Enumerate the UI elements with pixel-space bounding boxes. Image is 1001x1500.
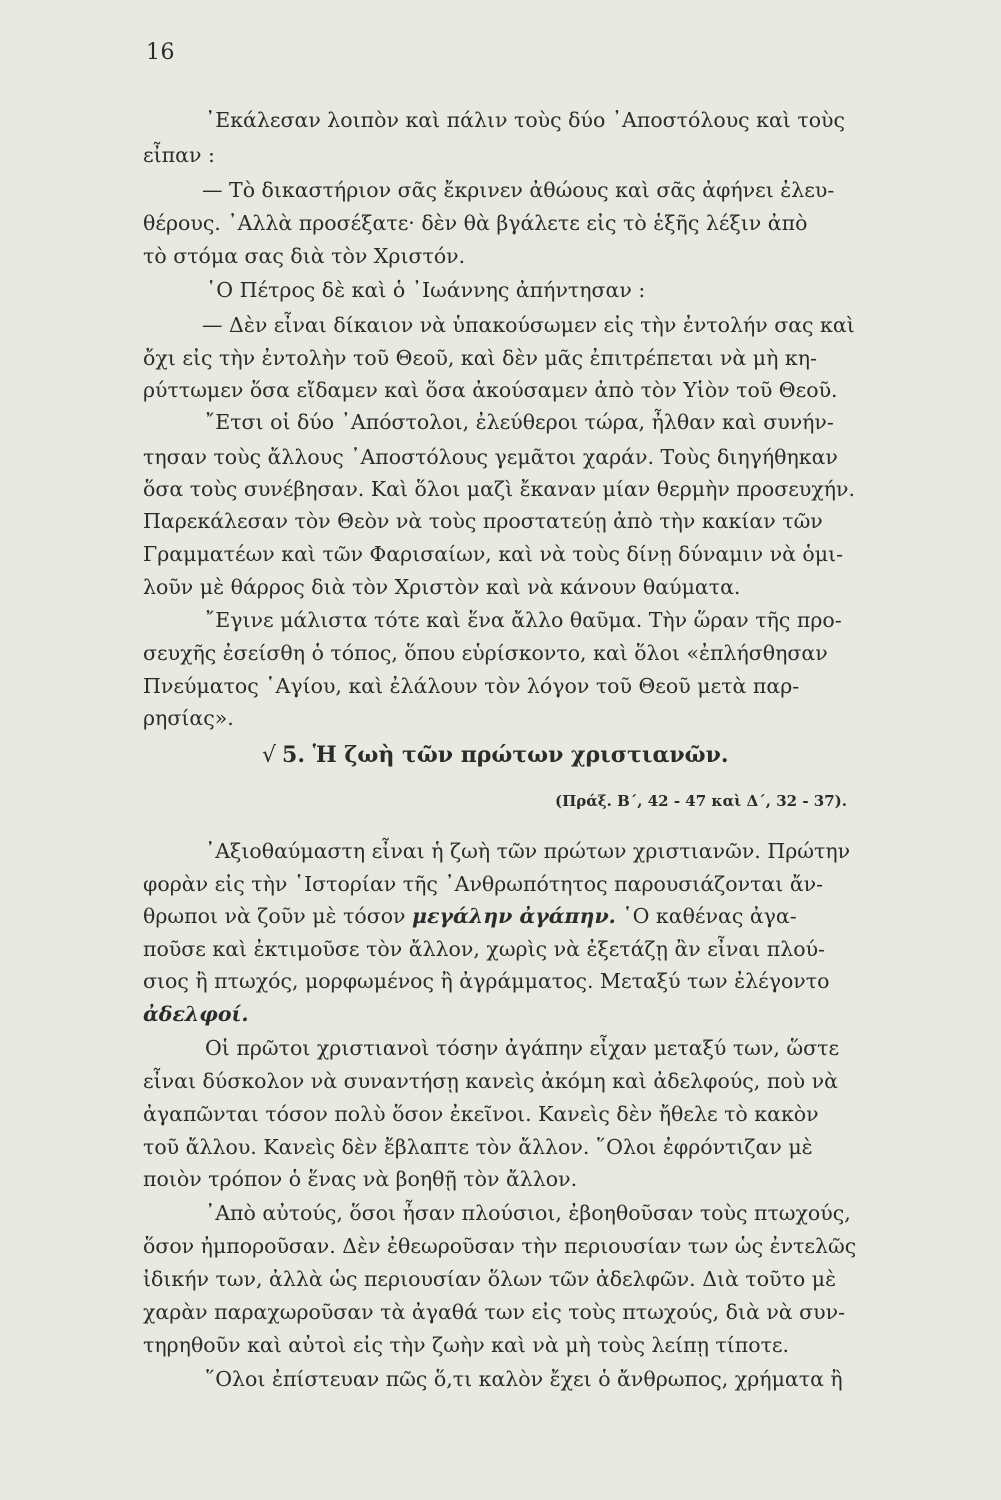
text-line: ᾿Εκάλεσαν λοιπὸν καὶ πάλιν τοὺς δύο ᾿Αποστόλους καὶ τοὺς	[205, 108, 845, 132]
text-line: ῎Ετσι οἱ δύο ᾿Απόστολοι, ἐλεύθεροι τώρα, ἦλθαν καὶ συνήν-	[205, 410, 834, 434]
section-heading	[262, 742, 729, 768]
text-line: θέρους. ᾿Αλλὰ προσέξατε· δὲν θὰ βγάλετε εἰς τὸ ἑξῆς λέξιν ἀπὸ	[143, 211, 808, 235]
text-line: φορὰν εἰς τὴν ῾Ιστορίαν τῆς ᾿Ανθρωπότητος παρουσιάζονται ἄν-	[143, 872, 824, 896]
text-line: λοῦν μὲ θάρρος διὰ τὸν Χριστὸν καὶ νὰ κάνουν θαύματα.	[143, 575, 741, 599]
text-line: ᾿Απὸ αὐτούς, ὅσοι ἦσαν πλούσιοι, ἐβοηθοῦσαν τοὺς πτωχούς,	[205, 1201, 851, 1225]
text-line: ἰδικήν των, ἀλλὰ ὡς περιουσίαν ὅλων τῶν ἀδελφῶν. Διὰ τοῦτο μὲ	[143, 1267, 837, 1291]
text-line: χαρὰν παραχωροῦσαν τὰ ἀγαθά των εἰς τοὺς πτωχούς, διὰ νὰ συν-	[143, 1300, 846, 1324]
text-line	[143, 999, 249, 1029]
check-mark-icon: √	[262, 743, 277, 768]
text-line: τὸ στόμα σας διὰ τὸν Χριστόν.	[143, 244, 466, 268]
text-line: Παρεκάλεσαν τὸν Θεὸν νὰ τοὺς προστατεύῃ ἀπὸ τὴν κακίαν τῶν	[143, 509, 823, 533]
text-line: τησαν τοὺς ἄλλους ᾿Αποστόλους γεμᾶτοι χαράν. Τοὺς διηγήθηκαν	[143, 445, 838, 469]
text-line: ρύττωμεν ὅσα εἴδαμεν καὶ ὅσα ἀκούσαμεν ἀπὸ τὸν Υἱὸν τοῦ Θεοῦ.	[143, 378, 838, 402]
text-line: σιος ἢ πτωχός, μορφωμένος ἢ ἀγράμματος. Μεταξύ των ἐλέγοντο	[143, 969, 830, 993]
text-line: ρησίας».	[143, 706, 234, 730]
text-line: Γραμματέων καὶ τῶν Φαρισαίων, καὶ νὰ τοὺς δίνῃ δύναμιν νὰ ὁμι-	[143, 542, 844, 566]
text-line: ποῦσε καὶ ἐκτιμοῦσε τὸν ἄλλον, χωρὶς νὰ ἐξετάζῃ ἂν εἶναι πλού-	[143, 937, 825, 961]
text-line: ᾿Αξιοθαύμαστη εἶναι ἡ ζωὴ τῶν πρώτων χριστιανῶν. Πρώτην	[205, 839, 851, 863]
emphasis-text: ἀδελφοί.	[143, 1002, 249, 1026]
scripture-reference: (Πράξ. Β΄, 42 - 47 καὶ Δ΄, 32 - 37).	[555, 792, 847, 810]
text-line: ὅσον ἠμποροῦσαν. Δὲν ἐθεωροῦσαν τὴν περιουσίαν των ὡς ἐντελῶς	[143, 1234, 857, 1258]
text-line: τηρηθοῦν καὶ αὐτοὶ εἰς τὴν ζωὴν καὶ νὰ μὴ τοὺς λείπῃ τίποτε.	[143, 1333, 790, 1357]
text-line	[143, 901, 797, 931]
text-line: ὄχι εἰς τὴν ἐντολὴν τοῦ Θεοῦ, καὶ δὲν μᾶς ἐπιτρέπεται νὰ μὴ κη-	[143, 346, 817, 370]
emphasis-text: μεγάλην ἀγάπην.	[412, 904, 616, 928]
page-number: 16	[146, 40, 175, 65]
text-line: — Δὲν εἶναι δίκαιον νὰ ὑπακούσωμεν εἰς τὴν ἐντολήν σας καὶ	[202, 313, 855, 337]
text-line: Οἱ πρῶτοι χριστιανοὶ τόσην ἀγάπην εἶχαν μεταξύ των, ὥστε	[205, 1036, 840, 1060]
text-span: ῾Ο καθένας ἀγα-	[615, 904, 797, 928]
text-line: ποιὸν τρόπον ὁ ἕνας νὰ βοηθῇ τὸν ἄλλον.	[143, 1167, 578, 1191]
text-line: εἶπαν :	[143, 143, 215, 167]
text-line: ὅσα τοὺς συνέβησαν. Καὶ ὅλοι μαζὶ ἔκαναν μίαν θερμὴν προσευχήν.	[143, 477, 855, 501]
text-span: θρωποι νὰ ζοῦν μὲ τόσον	[143, 904, 413, 928]
text-line: Πνεύματος ῾Αγίου, καὶ ἐλάλουν τὸν λόγον τοῦ Θεοῦ μετὰ παρ-	[143, 674, 800, 698]
text-line: ῞Ολοι ἐπίστευαν πῶς ὅ,τι καλὸν ἔχει ὁ ἄνθρωπος, χρήματα ἢ	[205, 1367, 843, 1391]
section-title: 5. Ἡ ζωὴ τῶν πρώτων χριστιανῶν.	[282, 742, 729, 768]
text-line: ῾Ο Πέτρος δὲ καὶ ὁ ᾿Ιωάννης ἀπήντησαν :	[206, 278, 646, 302]
text-line: — Τὸ δικαστήριον σᾶς ἔκρινεν ἀθώους καὶ σᾶς ἀφήνει ἐλευ-	[202, 178, 835, 202]
text-line: ῎Εγινε μάλιστα τότε καὶ ἕνα ἄλλο θαῦμα. Τὴν ὥραν τῆς προ-	[205, 608, 842, 632]
text-line: τοῦ ἄλλου. Κανεὶς δὲν ἔβλαπτε τὸν ἄλλον. ῞Ολοι ἐφρόντιζαν μὲ	[143, 1135, 813, 1159]
text-line: ἀγαπῶνται τόσον πολὺ ὅσον ἐκεῖνοι. Κανεὶς δὲν ἤθελε τὸ κακὸν	[143, 1102, 819, 1126]
text-line: εἶναι δύσκολον νὰ συναντήσῃ κανεὶς ἀκόμη καὶ ἀδελφούς, ποὺ νὰ	[143, 1069, 838, 1093]
text-line: σευχῆς ἐσείσθη ὁ τόπος, ὅπου εὑρίσκοντο, καὶ ὅλοι «ἐπλήσθησαν	[143, 641, 828, 665]
